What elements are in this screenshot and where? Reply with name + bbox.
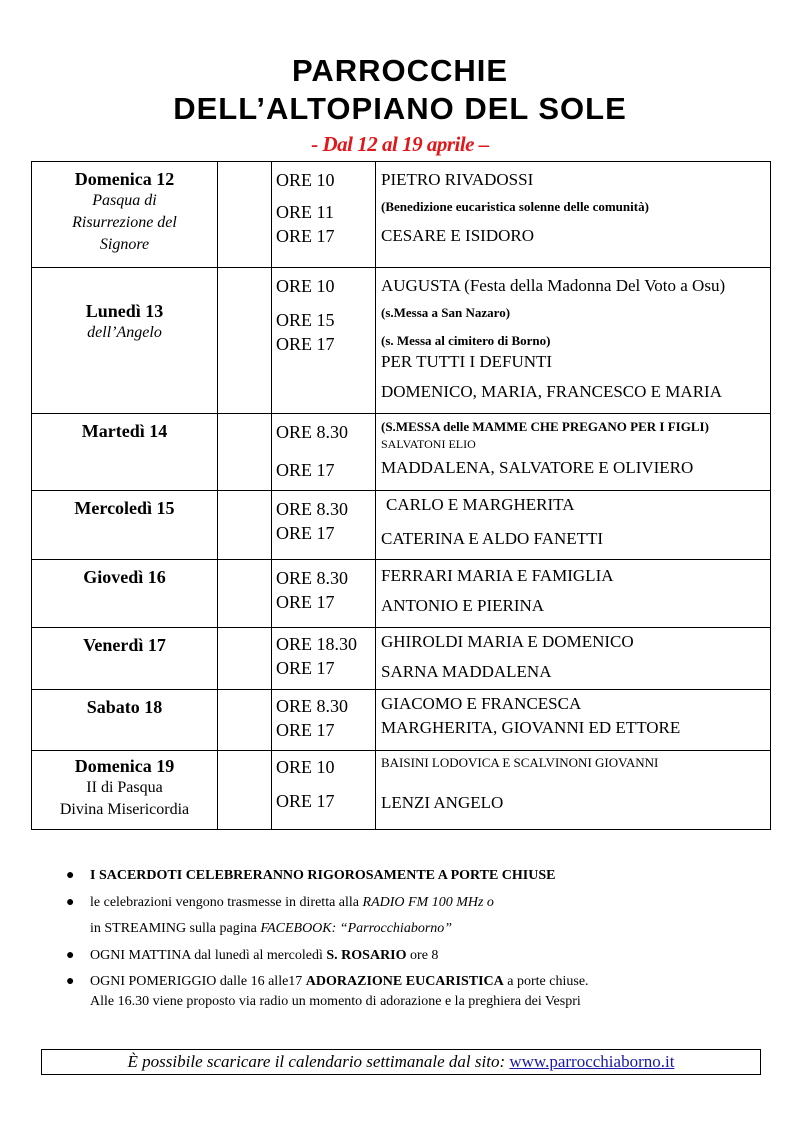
times-cell (272, 751, 376, 830)
note-text: OGNI MATTINA dal lunedì al mercoledì (90, 948, 327, 963)
mass-time: ORE 8.30 (276, 568, 348, 588)
mass-schedule-table (31, 161, 771, 830)
intention-text: MADDALENA, SALVATORE E OLIVIERO (381, 458, 694, 477)
times-cell (272, 162, 376, 268)
note-text: in STREAMING sulla pagina (90, 921, 261, 936)
intention-text: MARGHERITA, GIOVANNI ED ETTORE (381, 718, 681, 737)
intention-text: (s. Messa al cimitero di Borno) (381, 333, 551, 348)
mass-time: ORE 11 (276, 202, 334, 222)
page-title-line1: PARROCCHIE (291, 53, 509, 88)
mass-time: ORE 17 (276, 791, 335, 811)
times-cell (272, 414, 376, 491)
note-text: le celebrazioni vengono trasmesse in diretta alla (90, 895, 363, 910)
day-name: Domenica 12 (74, 169, 175, 189)
intentions-cell (376, 491, 771, 560)
mass-time: ORE 17 (276, 720, 335, 740)
intention-text: PIETRO RIVADOSSI (381, 170, 534, 189)
intention-text: CARLO E MARGHERITA (386, 495, 575, 514)
schedule-row (32, 268, 771, 414)
note-text: I SACERDOTI CELEBRERANNO RIGOROSAMENTE A PORTE CHIUSE (90, 868, 556, 883)
schedule-row (32, 162, 771, 268)
day-cell (32, 628, 218, 690)
schedule-row (32, 690, 771, 751)
schedule-row (32, 751, 771, 830)
intention-text: (Benedizione eucaristica solenne delle comunità) (381, 199, 649, 214)
intentions-cell (376, 414, 771, 491)
mass-time: ORE 10 (276, 170, 335, 190)
footer-text: È possibile scaricare il calendario settimanale dal sito: (127, 1052, 510, 1071)
bullet-icon: ● (66, 948, 75, 963)
schedule-row (32, 491, 771, 560)
intentions-cell (376, 268, 771, 414)
blank-cell (218, 690, 272, 751)
day-name: Sabato 18 (86, 697, 163, 717)
blank-cell (218, 162, 272, 268)
day-cell (32, 491, 218, 560)
note-item (66, 972, 766, 1012)
blank-cell (218, 751, 272, 830)
day-subtitle: Pasqua di (92, 192, 157, 209)
intention-text: ANTONIO E PIERINA (381, 596, 545, 615)
intention-text: SARNA MADDALENA (381, 662, 552, 681)
intention-text: GIACOMO E FRANCESCA (381, 694, 582, 713)
intention-text: CATERINA E ALDO FANETTI (381, 529, 604, 548)
page-title-line2: DELL’ALTOPIANO DEL SOLE (173, 91, 627, 126)
mass-time: ORE 10 (276, 276, 335, 296)
blank-cell (218, 268, 272, 414)
mass-time: ORE 17 (276, 658, 335, 678)
mass-time: ORE 10 (276, 757, 335, 777)
day-cell (32, 690, 218, 751)
day-name: Lunedì 13 (85, 301, 164, 321)
note-text: Alle 16.30 viene proposto via radio un momento di adorazione e la preghiera dei Vespri (90, 994, 581, 1009)
date-range-subtitle: - Dal 12 al 19 aprile – (311, 132, 489, 156)
note-text: RADIO FM 100 MHz o (362, 895, 494, 910)
day-name: Giovedì 16 (83, 567, 166, 587)
intention-text: AUGUSTA (Festa della Madonna Del Voto a Osu) (381, 276, 726, 295)
day-subtitle: II di Pasqua (86, 779, 163, 796)
intention-text: PER TUTTI I DEFUNTI (381, 352, 553, 371)
note-text: S. ROSARIO (326, 948, 407, 963)
intention-text: FERRARI MARIA E FAMIGLIA (381, 566, 614, 585)
mass-time: ORE 15 (276, 310, 335, 330)
day-cell (32, 162, 218, 268)
note-item (66, 892, 766, 940)
schedule-row (32, 628, 771, 690)
times-cell (272, 690, 376, 751)
intention-text: (s.Messa a San Nazaro) (381, 305, 511, 320)
day-cell (32, 751, 218, 830)
day-subtitle: dell’Angelo (87, 324, 162, 341)
day-subtitle: Divina Misericordia (59, 801, 190, 818)
times-cell (272, 491, 376, 560)
blank-cell (218, 628, 272, 690)
intention-text: LENZI ANGELO (381, 793, 504, 812)
intention-text: CESARE E ISIDORO (381, 226, 535, 245)
times-cell (272, 560, 376, 628)
day-cell (32, 560, 218, 628)
mass-time: ORE 8.30 (276, 499, 348, 519)
note-text: ore 8 (406, 948, 439, 963)
mass-time: ORE 17 (276, 334, 335, 354)
intention-text: SALVATONI ELIO (381, 437, 476, 451)
bullet-icon: ● (66, 868, 75, 883)
note-item (66, 945, 766, 967)
note-text: FACEBOOK: “Parrocchiaborno” (260, 921, 453, 936)
note-text: OGNI POMERIGGIO dalle 16 alle17 (90, 974, 306, 989)
times-cell (272, 628, 376, 690)
times-cell (272, 268, 376, 414)
day-cell (32, 414, 218, 491)
website-link[interactable]: www.parrocchiaborno.it (509, 1052, 675, 1071)
blank-cell (218, 414, 272, 491)
day-name: Domenica 19 (74, 756, 175, 776)
day-name: Venerdì 17 (83, 635, 166, 655)
mass-time: ORE 18.30 (276, 634, 357, 654)
day-subtitle: Signore (99, 236, 150, 253)
intention-text: BAISINI LODOVICA E SCALVINONI GIOVANNI (381, 755, 659, 770)
notes-list (66, 865, 766, 1017)
schedule-row (32, 560, 771, 628)
intention-text: (S.MESSA delle MAMME CHE PREGANO PER I FIGLI) (381, 419, 709, 434)
intentions-cell (376, 690, 771, 751)
intentions-cell (376, 162, 771, 268)
note-text: ADORAZIONE EUCARISTICA (305, 974, 504, 989)
mass-time: ORE 17 (276, 523, 335, 543)
bullet-icon: ● (66, 974, 75, 989)
day-name: Mercoledì 15 (74, 498, 175, 518)
note-text: a porte chiuse. (503, 974, 589, 989)
blank-cell (218, 491, 272, 560)
mass-time: ORE 8.30 (276, 422, 348, 442)
mass-time: ORE 17 (276, 226, 335, 246)
footer-box (41, 1049, 761, 1075)
day-cell (32, 268, 218, 414)
mass-time: ORE 17 (276, 460, 335, 480)
intention-text: GHIROLDI MARIA E DOMENICO (381, 632, 634, 651)
day-subtitle: Risurrezione del (72, 214, 177, 231)
bullet-icon: ● (66, 895, 75, 910)
intention-text: DOMENICO, MARIA, FRANCESCO E MARIA (381, 382, 722, 401)
day-name: Martedì 14 (81, 421, 168, 441)
intentions-cell (376, 628, 771, 690)
mass-time: ORE 17 (276, 592, 335, 612)
mass-time: ORE 8.30 (276, 696, 348, 716)
intention-text (381, 274, 770, 298)
blank-cell (218, 560, 272, 628)
intentions-cell (376, 751, 771, 830)
schedule-row (32, 414, 771, 491)
note-item (66, 865, 766, 887)
intentions-cell (376, 560, 771, 628)
